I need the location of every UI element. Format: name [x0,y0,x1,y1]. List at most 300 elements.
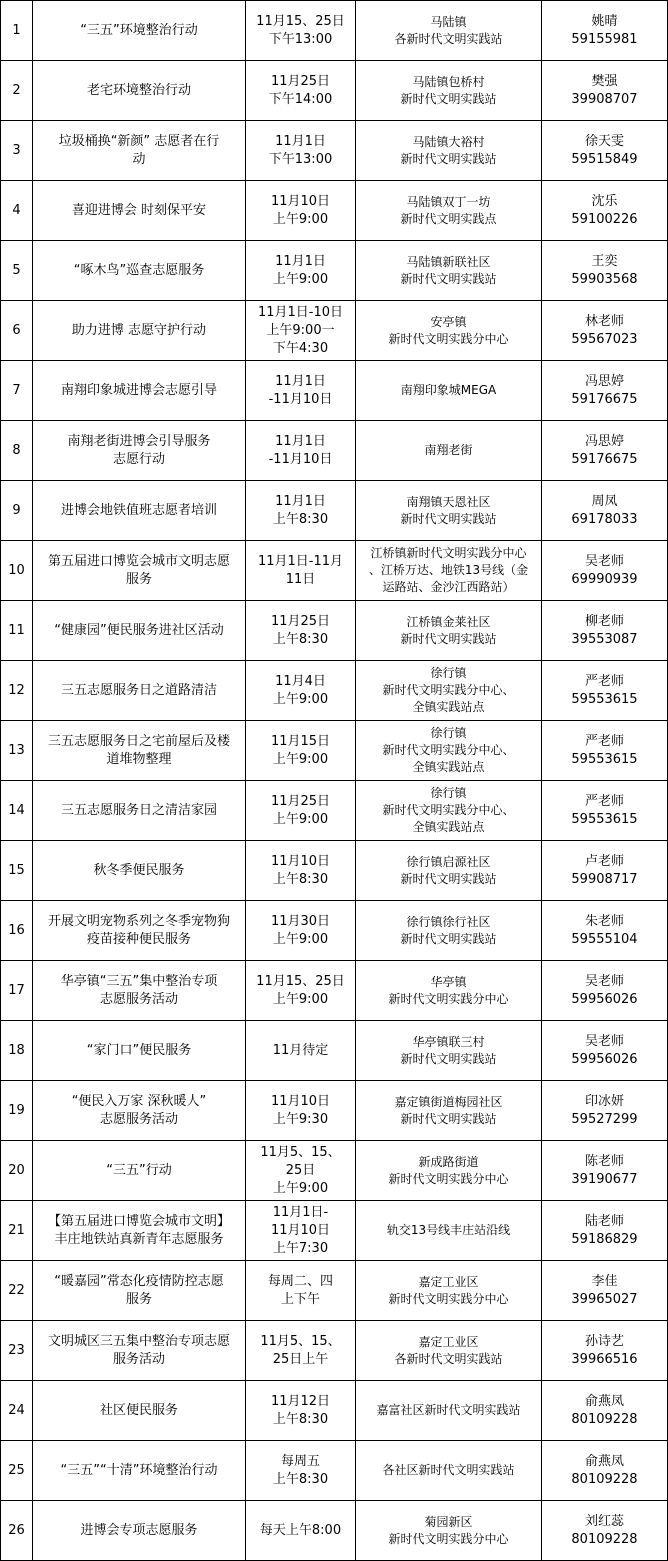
activity-location-line: 全镇实践站点 [412,820,485,834]
activity-location-line: 、江桥万达、地铁13号线（金 [368,563,529,577]
activity-time-line: 25日 [285,1162,316,1178]
contact-cell [542,241,668,301]
activity-name-cell [33,1021,246,1081]
activity-time-cell [246,121,356,181]
contact-line: 周凤 [591,493,618,509]
activity-time-line: 11月5、15、 [260,1144,341,1160]
contact-line: 吴老师 [584,973,624,989]
table-row [1,1261,668,1321]
activity-time-line: 上午9:00 [272,811,329,827]
row-number-cell: 3 [1,121,33,181]
row-number-cell: 9 [1,481,33,541]
activity-name-line: 老宅环境整治行动 [86,82,191,98]
activity-time-cell [246,1,356,61]
activity-time-line: 下午4:30 [272,340,329,356]
activity-location-cell [356,1141,542,1201]
activity-location-line: 新时代文明实践分中心 [388,991,509,1006]
activity-time-line: 上午9:00 [272,691,329,707]
activity-name-line: 三五志愿服务日之宅前屋后及楼 [47,733,230,749]
table-row [1,841,668,901]
activity-name-line: 服务 [125,1291,152,1307]
activity-name-line: “家门口”便民服务 [86,1042,192,1058]
activity-time-line: 11月1日-11月 [257,553,344,569]
activity-location-cell [356,481,542,541]
contact-line: 80109228 [571,1411,638,1427]
contact-line: 59186829 [571,1231,638,1247]
activity-time-line: 上午8:30 [272,871,329,887]
activity-location-line: 新时代文明实践站 [400,151,497,166]
contact-line: 59176675 [571,391,638,407]
activity-name-line: 喜迎进博会 时刻保平安 [71,202,207,218]
activity-location-line: 华亭镇 [430,974,467,989]
activity-time-line: 11月1日 [275,373,326,389]
activity-location-cell [356,1,542,61]
activity-time-cell [246,781,356,841]
activity-name-line: 进博会地铁值班志愿者培训 [60,502,217,518]
activity-location-line: 新时代文明实践分中心 [388,1171,509,1186]
activity-name-cell [33,661,246,721]
row-number-cell: 2 [1,61,33,121]
row-number-cell: 5 [1,241,33,301]
contact-cell [542,1141,668,1201]
contact-line: 严老师 [584,793,624,809]
table-row [1,1,668,61]
contact-line: 59553615 [571,751,638,767]
activity-name-cell [33,301,246,361]
activity-location-cell [356,1261,542,1321]
activity-location-cell [356,361,542,421]
contact-cell [542,1,668,61]
activity-location-line: 新时代文明实践站 [400,91,497,106]
contact-cell [542,1381,668,1441]
table-row [1,781,668,841]
activity-location-cell [356,301,542,361]
row-number-cell: 25 [1,1441,33,1501]
activity-location-line: 新时代文明实践站 [400,871,497,886]
activity-location-line: 马陆镇大裕村 [412,134,485,149]
activity-time-line: 上午9:30 [272,1111,329,1127]
contact-cell [542,961,668,1021]
activity-name-line: 文明城区三五集中整治专项志愿 [47,1333,230,1349]
activity-location-line: 江桥镇金莱社区 [406,614,491,629]
row-number-cell: 4 [1,181,33,241]
activity-name-line: 丰庄地铁站真新青年志愿服务 [54,1231,224,1247]
table-row [1,421,668,481]
activity-time-line: 上午8:30 [272,511,329,527]
table-row [1,181,668,241]
row-number-cell: 20 [1,1141,33,1201]
activity-location-line: 新时代文明实践分中心 [388,1291,509,1306]
contact-line: 朱老师 [584,913,624,929]
activity-time-line: 11月25日 [270,793,331,809]
activity-name-line: 南翔印象城进博会志愿引导 [60,382,217,398]
contact-cell [542,541,668,601]
table-row [1,361,668,421]
activity-time-line: 每周二、四 [267,1273,333,1289]
contact-line: 80109228 [571,1471,638,1487]
activity-location-line: 马陆镇双丁一坊 [406,194,491,209]
row-number-cell: 1 [1,1,33,61]
row-number-cell: 13 [1,721,33,781]
activity-location-line: 新时代文明实践分中心、 [382,803,515,817]
row-number-cell: 17 [1,961,33,1021]
activity-location-line: 南翔镇天恩社区 [406,494,491,509]
table-row [1,1081,668,1141]
activity-name-line: “啄木鸟”巡查志愿服务 [73,262,205,278]
activity-time-line: 11月1日 [275,133,326,149]
contact-line: 59956026 [571,991,638,1007]
activity-name-line: 南翔老街进博会引导服务 [67,433,211,449]
contact-line: 冯思婷 [584,373,624,389]
activity-name-line: 社区便民服务 [99,1402,178,1418]
activity-location-line: 菊园新区 [424,1514,473,1529]
activity-location-cell [356,961,542,1021]
contact-cell [542,1501,668,1561]
contact-cell [542,361,668,421]
activity-name-line: 服务活动 [112,1351,165,1367]
activity-time-line: 下午14:00 [268,91,333,107]
activity-name-cell [33,721,246,781]
activity-name-line: 志愿服务活动 [99,991,178,1007]
contact-cell [542,1021,668,1081]
contact-line: 严老师 [584,733,624,749]
table-row [1,961,668,1021]
row-number-cell: 21 [1,1201,33,1261]
activity-time-cell [246,601,356,661]
activity-location-line: 华亭镇联三村 [412,1034,485,1049]
activity-time-line: 11月1日-10日 [257,304,344,320]
activity-time-cell [246,841,356,901]
activity-time-line: 25日上午 [272,1351,329,1367]
activity-name-line: “三五”“十清”环境整治行动 [60,1462,218,1478]
contact-line: 陆老师 [584,1213,624,1229]
activity-name-line: “三五”行动 [106,1162,172,1178]
activity-time-cell [246,181,356,241]
activity-time-line: 11月4日 [275,673,326,689]
activity-name-cell [33,61,246,121]
activity-name-line: 【第五届进口博览会城市文明】 [47,1213,230,1229]
activity-name-line: 三五志愿服务日之清洁家园 [60,802,217,818]
activity-location-line: 安亭镇 [430,314,467,329]
activity-location-line: 新时代文明实践点 [400,211,497,226]
contact-line: 59553615 [571,691,638,707]
activity-time-cell [246,1321,356,1381]
activity-time-cell [246,1381,356,1441]
table-row [1,121,668,181]
activity-name-line: 秋冬季便民服务 [93,862,185,878]
activity-location-line: 徐行镇 [430,786,467,800]
activity-time-line: 上午7:30 [272,1240,329,1256]
activity-name-cell [33,121,246,181]
row-number-cell: 10 [1,541,33,601]
activity-name-cell [33,481,246,541]
contact-line: 59527299 [571,1111,638,1127]
activity-name-line: “三五”环境整治行动 [80,22,198,38]
contact-cell [542,61,668,121]
contact-line: 林老师 [584,313,624,329]
contact-cell [542,601,668,661]
contact-line: 59567023 [571,331,638,347]
activity-location-line: 新时代文明实践分中心 [388,331,509,346]
row-number-cell: 19 [1,1081,33,1141]
table-row [1,541,668,601]
table-row [1,1501,668,1561]
activity-location-line: 各新时代文明实践站 [394,31,503,46]
activity-time-cell [246,901,356,961]
activity-name-cell [33,361,246,421]
activity-name-line: “暖嘉园”常态化疫情防控志愿 [54,1273,224,1289]
activity-location-cell [356,1441,542,1501]
row-number-cell: 8 [1,421,33,481]
activity-time-cell [246,1261,356,1321]
contact-line: 39908707 [571,91,638,107]
activity-time-line: -11月10日 [268,391,333,407]
contact-line: 孙诗艺 [584,1333,624,1349]
activity-time-line: 11月15、25日 [256,973,345,989]
activity-location-cell [356,1381,542,1441]
activity-time-cell [246,721,356,781]
activity-location-cell [356,841,542,901]
contact-line: 39966516 [571,1351,638,1367]
activity-name-line: 垃圾桶换“新颜” 志愿者在行 [58,133,220,149]
activity-location-line: 轨交13号线丰庄站沿线 [386,1223,511,1237]
activity-location-line: 新时代文明实践站 [400,1051,497,1066]
activity-name-line: 第五届进口博览会城市文明志愿 [47,553,230,569]
activity-location-cell [356,1201,542,1261]
activity-location-cell [356,721,542,781]
row-number-cell: 24 [1,1381,33,1441]
activity-time-line: 上午9:00 [272,271,329,287]
activity-name-line: 三五志愿服务日之道路清洁 [60,682,217,698]
contact-line: 印冰妍 [584,1093,624,1109]
activity-location-cell [356,901,542,961]
activity-location-cell [356,1501,542,1561]
activity-time-line: 11月1日 [275,253,326,269]
contact-line: 59956026 [571,1051,638,1067]
activity-name-cell [33,961,246,1021]
contact-line: 俞燕凤 [584,1393,624,1409]
activity-time-cell [246,481,356,541]
activity-name-line: “健康园”便民服务进社区活动 [54,622,224,638]
contact-line: 王奕 [591,253,618,269]
activity-time-line: 11月25日 [270,73,331,89]
table-row [1,661,668,721]
activity-time-cell [246,1081,356,1141]
activity-location-line: 全镇实践站点 [412,700,485,714]
table-row [1,1381,668,1441]
activity-location-line: 嘉富社区新时代文明实践站 [376,1403,521,1417]
activity-name-cell [33,541,246,601]
activity-time-line: 上午9:00 [272,991,329,1007]
activity-time-cell [246,1501,356,1561]
activity-time-line: 上午9:00 [272,1180,329,1196]
activity-name-cell [33,421,246,481]
activity-time-line: 上午9:00 [272,211,329,227]
contact-cell [542,121,668,181]
activity-name-cell [33,1441,246,1501]
activity-name-line: 开展文明宠物系列之冬季宠物狗 [47,913,230,929]
activity-name-cell [33,781,246,841]
activity-time-line: 11日 [285,571,316,587]
row-number-cell: 12 [1,661,33,721]
activity-location-cell [356,181,542,241]
activity-time-line: 上午8:30 [272,631,329,647]
contact-line: 59176675 [571,451,638,467]
activity-location-cell [356,781,542,841]
table-row [1,721,668,781]
row-number-cell: 16 [1,901,33,961]
contact-line: 卢老师 [584,853,624,869]
activity-time-line: 上午9:00 [272,931,329,947]
contact-cell [542,781,668,841]
contact-line: 李佳 [591,1273,618,1289]
contact-line: 柳老师 [584,613,624,629]
activity-time-line: 11月15、25日 [256,13,345,29]
activity-time-line: 每天上午8:00 [259,1522,342,1538]
row-number-cell: 6 [1,301,33,361]
activity-name-cell [33,1141,246,1201]
table-row [1,1321,668,1381]
activity-time-line: 每周五 [280,1453,320,1469]
activity-time-line: 11月5、15、 [260,1333,341,1349]
contact-line: 69178033 [571,511,638,527]
activity-time-line: 下午13:00 [268,151,333,167]
activity-time-line: 下午13:00 [268,31,333,47]
activity-location-line: 运路站、金沙江西路站） [382,580,515,594]
contact-line: 39553087 [571,631,638,647]
contact-cell [542,901,668,961]
table-row [1,241,668,301]
activity-time-cell [246,961,356,1021]
row-number-cell: 11 [1,601,33,661]
activity-location-line: 新时代文明实践站 [400,1111,497,1126]
activity-name-line: 助力进博 志愿守护行动 [71,322,207,338]
contact-cell [542,421,668,481]
activity-name-cell [33,901,246,961]
activity-name-line: 疫苗接种便民服务 [86,931,191,947]
contact-cell [542,181,668,241]
activity-time-line: 11月10日 [270,853,331,869]
activity-table-body [1,1,668,1561]
activity-location-line: 徐行镇 [430,666,467,680]
row-number-cell: 7 [1,361,33,421]
contact-line: 59555104 [571,931,638,947]
contact-line: 59515849 [571,151,638,167]
contact-line: 59155981 [571,31,638,47]
activity-name-cell [33,1501,246,1561]
activity-name-line: 进博会专项志愿服务 [80,1522,198,1538]
activity-time-cell [246,61,356,121]
activity-location-line: 南翔印象城MEGA [400,383,497,397]
row-number-cell: 15 [1,841,33,901]
activity-time-cell [246,541,356,601]
contact-cell [542,481,668,541]
activity-name-cell [33,1,246,61]
activity-name-cell [33,841,246,901]
contact-line: 39965027 [571,1291,638,1307]
activity-time-line: 11月10日 [270,1222,331,1238]
table-row [1,481,668,541]
activity-time-line: 11月10日 [270,1093,331,1109]
row-number-cell: 23 [1,1321,33,1381]
contact-cell [542,1321,668,1381]
activity-location-line: 新时代文明实践站 [400,931,497,946]
activity-time-line: 11月10日 [270,193,331,209]
contact-line: 姚晴 [591,13,618,29]
activity-location-line: 嘉定工业区 [418,1274,479,1289]
activity-location-line: 徐行镇 [430,726,467,740]
activity-time-cell [246,661,356,721]
activity-name-cell [33,181,246,241]
activity-time-cell [246,1141,356,1201]
contact-line: 59100226 [571,211,638,227]
activity-time-cell [246,301,356,361]
activity-time-cell [246,1441,356,1501]
activity-name-cell [33,241,246,301]
activity-location-line: 各新时代文明实践站 [394,1351,503,1366]
activity-location-line: 新时代文明实践站 [400,511,497,526]
activity-location-line: 南翔老街 [424,443,473,457]
activity-name-cell [33,1381,246,1441]
contact-line: 80109228 [571,1531,638,1547]
activity-name-line: 动 [132,151,146,167]
activity-location-line: 嘉定镇街道梅园社区 [394,1094,503,1109]
row-number-cell: 26 [1,1501,33,1561]
activity-time-line: 11月待定 [272,1042,329,1058]
contact-cell [542,1441,668,1501]
activity-location-line: 新时代文明实践站 [400,271,497,286]
contact-cell [542,841,668,901]
activity-location-line: 新时代文明实践分中心 [388,1531,509,1546]
activity-name-line: 志愿服务活动 [99,1111,178,1127]
contact-line: 59553615 [571,811,638,827]
contact-line: 陈老师 [584,1153,624,1169]
activity-time-cell [246,1021,356,1081]
activity-location-cell [356,121,542,181]
activity-location-cell [356,601,542,661]
activity-time-line: 上午8:30 [272,1411,329,1427]
table-row [1,61,668,121]
activity-time-line: 上下午 [280,1291,320,1307]
contact-cell [542,1261,668,1321]
activity-name-cell [33,601,246,661]
activity-time-cell [246,361,356,421]
contact-cell [542,721,668,781]
activity-location-cell [356,61,542,121]
activity-time-line: 上午9:00 [272,751,329,767]
row-number-cell: 18 [1,1021,33,1081]
activity-location-line: 各社区新时代文明实践站 [382,1463,515,1477]
row-number-cell: 22 [1,1261,33,1321]
activity-name-cell [33,1201,246,1261]
row-number-cell: 14 [1,781,33,841]
activity-location-cell [356,241,542,301]
activity-time-line: 11月25日 [270,613,331,629]
table-row [1,301,668,361]
contact-cell [542,1081,668,1141]
activity-location-line: 马陆镇新联社区 [406,254,491,269]
activity-location-line: 新时代文明实践分中心、 [382,683,515,697]
activity-location-line: 马陆镇包桥村 [412,74,485,89]
activity-time-line: 11月1日 [275,433,326,449]
activity-time-line: 11月15日 [270,733,331,749]
activity-location-line: 嘉定工业区 [418,1334,479,1349]
activity-location-cell [356,1081,542,1141]
activity-name-cell [33,1321,246,1381]
activity-name-cell [33,1261,246,1321]
table-row [1,1141,668,1201]
contact-cell [542,1201,668,1261]
